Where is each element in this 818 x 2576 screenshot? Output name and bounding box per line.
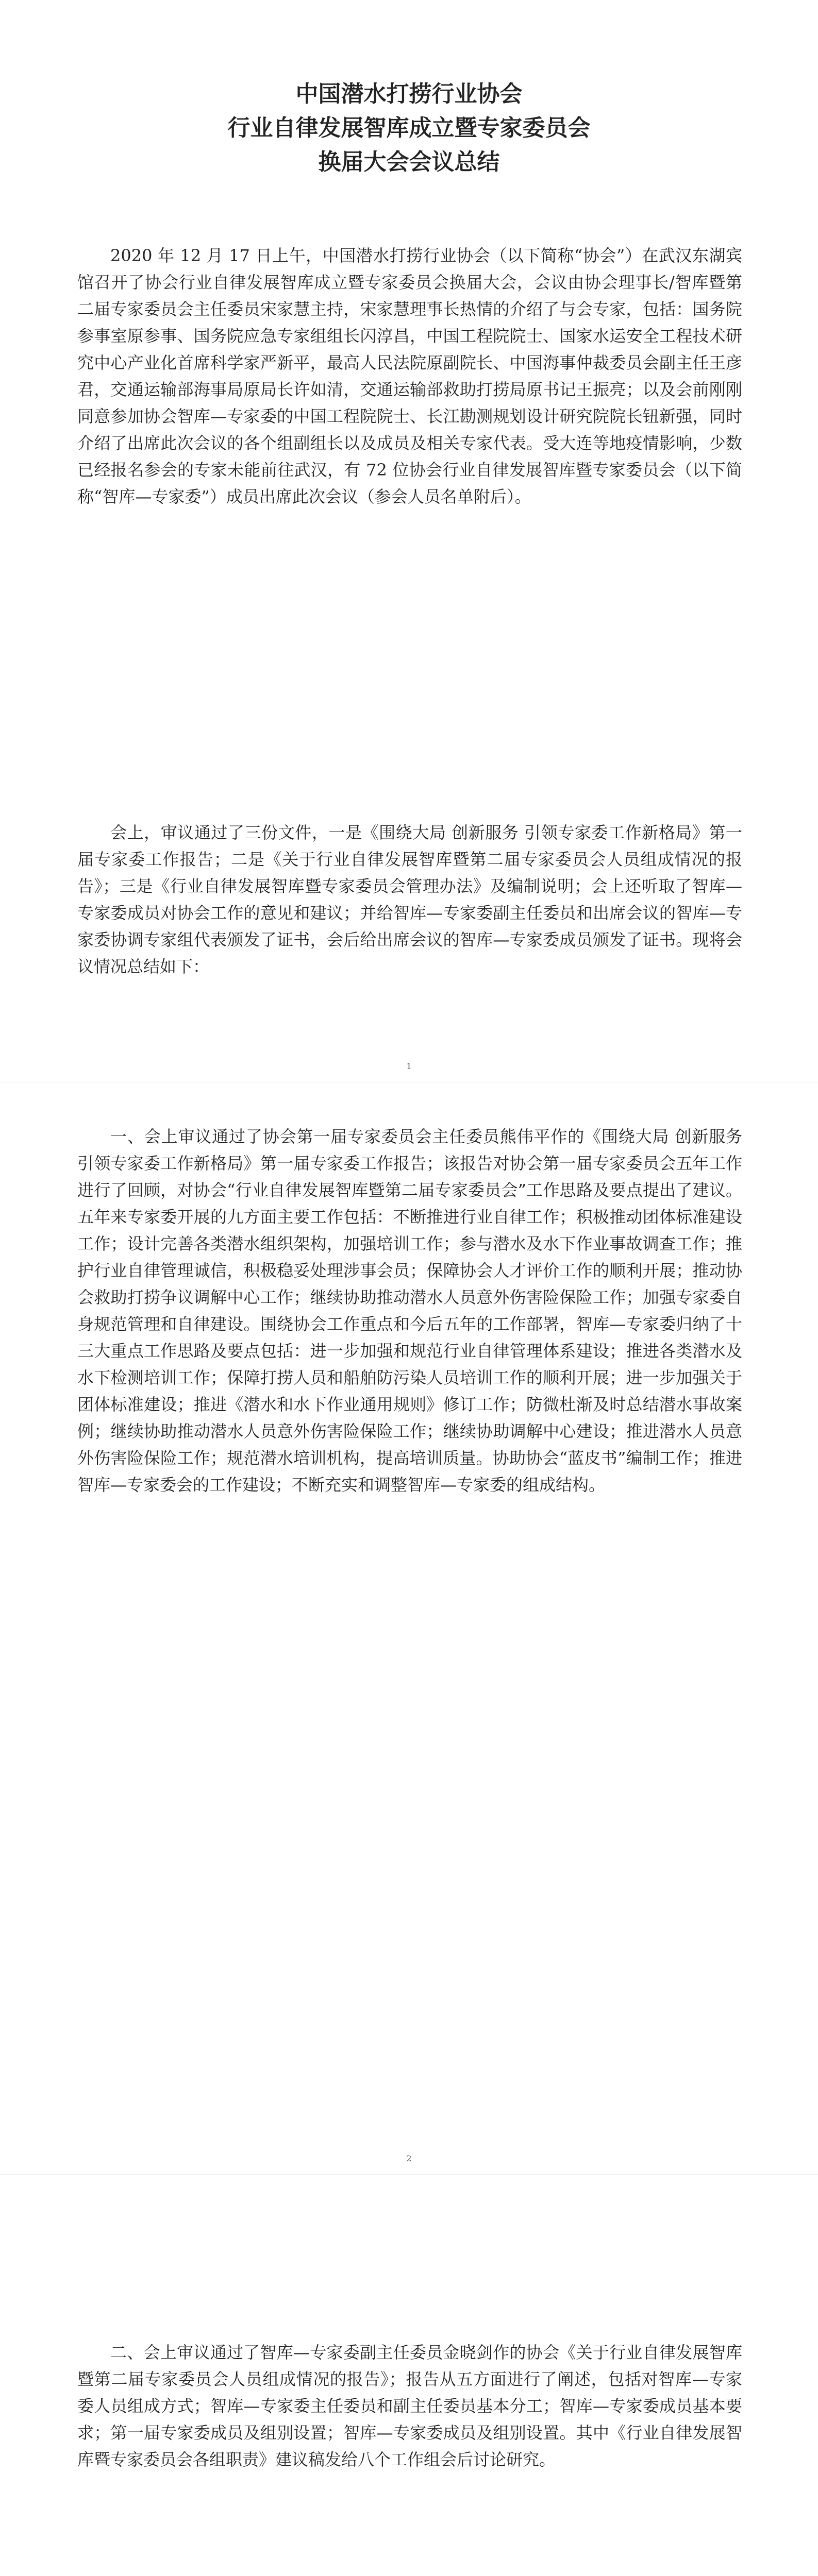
title-line-1: 中国潜水打捞行业协会	[295, 81, 523, 107]
paragraph-intro: 2020 年 12 月 17 日上午，中国潜水打捞行业协会（以下简称“协会”）在武汉东湖宾馆召开了协会行业自律发展智库成立暨专家委员会换届大会，会议由协会理事长/智库暨第二届专家委员会主任委员宋家慧主持，宋家慧理事长热情的介绍了与会专家，包括：国务院参事室原参事、国务院应急专家组组长闪淳昌，中国工程院院士、国家水运安全工程技术研究中心产业化首席科学家严新平，最高人民法院原副院长、中国海事仲裁委员会副主任王彦君，交通运输部海事局原局长许如清，交通运输部救助打捞局原书记王振亮；以及会前刚刚同意参加协会智库—专家委的中国工程院院士、长江勘测规划设计研究院院长钮新强，同时介绍了出席此次会议的各个组副组长以及成员及相关专家代表。受大连等地疫情影响，少数已经报名参会的专家未能前往武汉，有 72 位协会行业自律发展智库暨专家委员会（以下简称“智库—专家委”）成员出席此次会议（参会人员名单附后）。	[77, 246, 742, 506]
page-number-1: 1	[406, 1061, 412, 1071]
paragraph-item-2: 二、会上审议通过了智库—专家委副主任委员金晓剑作的协会《关于行业自律发展智库暨第二届专家委员会人员组成情况的报告》；报告从五方面进行了阐述，包括对智库—专家委人员组成方式；智库—专家委主任委员和副主任委员基本分工；智库—专家委成员基本要求；第一届专家委成员及组别设置；智库—专家委成员及组别设置。其中《行业自律发展智库暨专家委员会各组职责》建议稿发给八个工作组会后讨论研究。	[77, 2343, 742, 2469]
page-divider	[0, 2174, 818, 2175]
page-number-2: 2	[406, 2154, 412, 2163]
paragraph-item-1: 一、会上审议通过了协会第一届专家委员会主任委员熊伟平作的《围绕大局 创新服务 引领专家委工作新格局》第一届专家委工作报告；该报告对协会第一届专家委员会五年工作进行了回顾，对协会“行业自律发展智库暨第二届专家委员会”工作思路及要点提出了建议。五年来专家委开展的九方面主要工作包括：不断推进行业自律工作；积极推动团体标准建设工作；设计完善各类潜水组织架构，加强培训工作；参与潜水及水下作业事故调查工作；推护行业自律管理诚信，积极稳妥处理涉事会员；保障协会人才评价工作的顺利开展；推动协会救助打捞争议调解中心工作；继续协助推动潜水人员意外伤害险保险工作；加强专家委自身规范管理和自律建设。围绕协会工作重点和今后五年的工作部署，智库—专家委归纳了十三大重点工作思路及要点包括：进一步加强和规范行业自律管理体系建设；推进各类潜水及水下检测培训工作；保障打捞人员和船舶防污染人员培训工作的顺利开展；进一步加强关于团体标准建设；推进《潜水和水下作业通用规则》修订工作；防微杜渐及时总结潜水事故案例；继续协助推动潜水人员意外伤害险保险工作；继续协助调解中心建设；推进潜水人员意外伤害险保险工作；规范潜水培训机构，提高培训质量。协助协会“蓝皮书”编制工作；推进智库—专家委会的工作建设；不断充实和调整智库—专家委的组成结构。	[77, 1127, 742, 1495]
paragraph-summary: 会上，审议通过了三份文件，一是《围绕大局 创新服务 引领专家委工作新格局》第一届专家委工作报告；二是《关于行业自律发展智库暨第二届专家委员会人员组成情况的报告》；三是《行业自律发展智库暨专家委员会管理办法》及编制说明；会上还听取了智库—专家委成员对协会工作的意见和建议；并给智库—专家委副主任委员和出席会议的智库—专家委协调专家组代表颁发了证书，会后给出席会议的智库—专家委成员颁发了证书。现将会议情况总结如下：	[77, 823, 742, 976]
title-block	[0, 77, 818, 179]
title-line-2: 行业自律发展智库成立暨专家委员会	[227, 115, 591, 141]
title-line-3: 换届大会会议总结	[318, 149, 500, 175]
